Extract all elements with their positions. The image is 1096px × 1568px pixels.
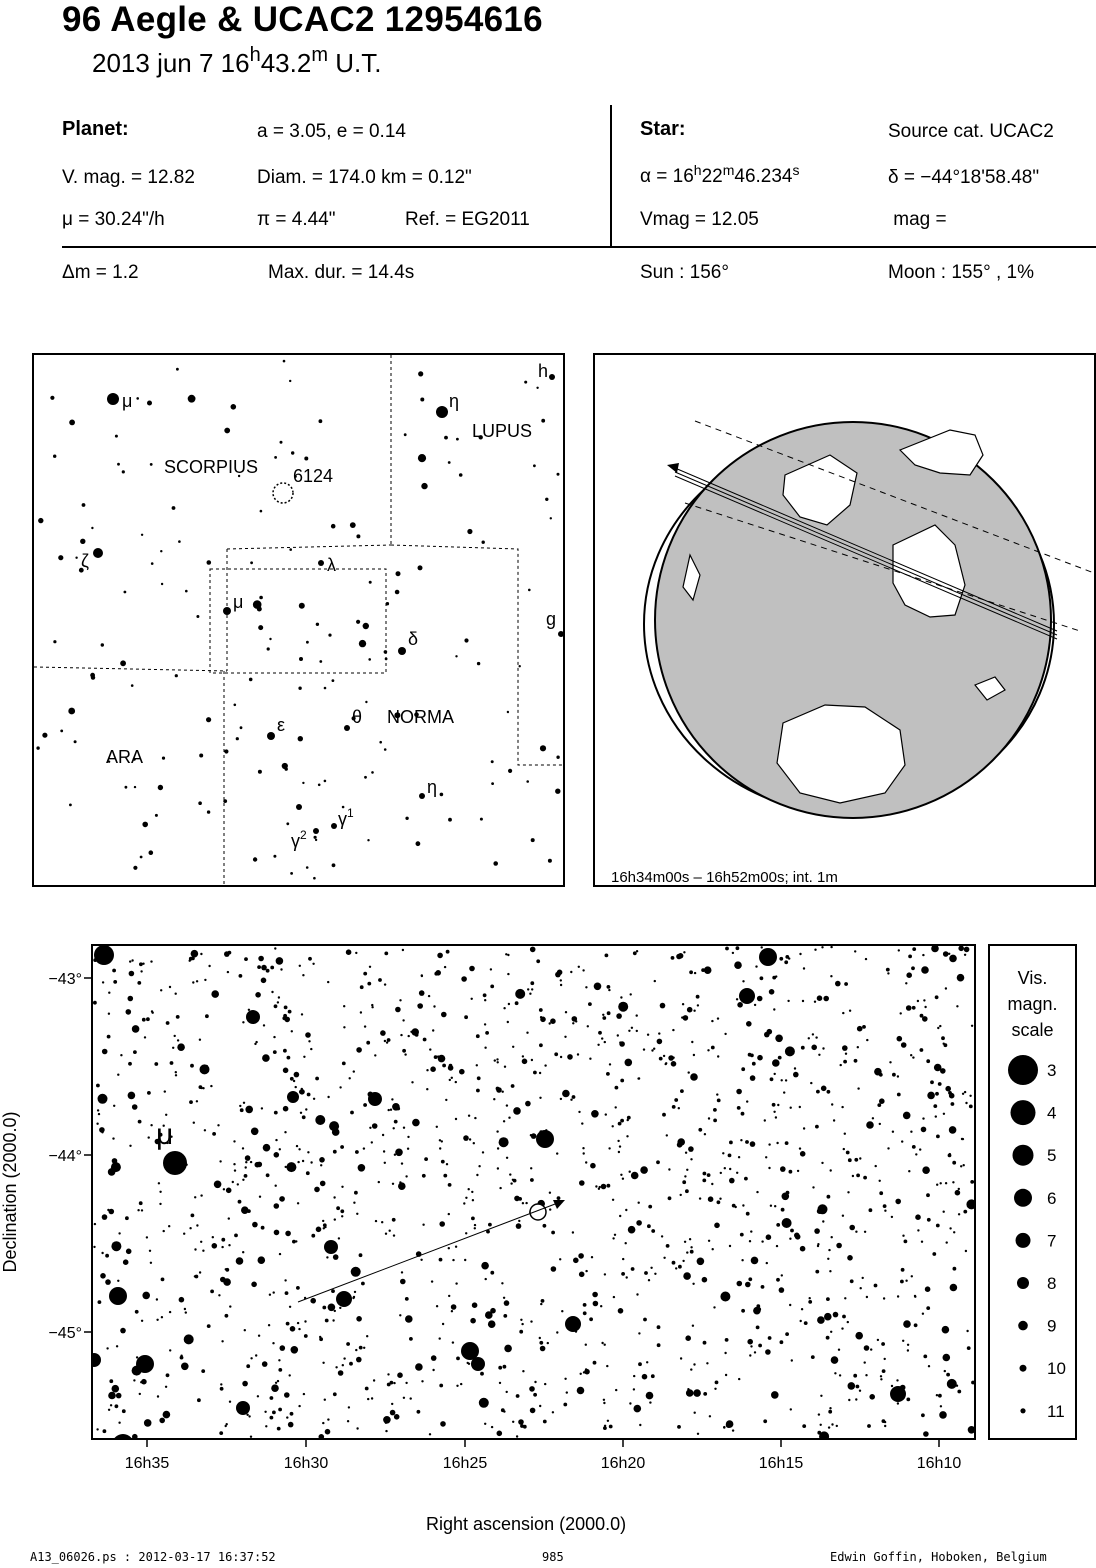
finder-star	[342, 806, 345, 809]
finder-star	[367, 839, 369, 841]
finder-star	[150, 463, 153, 466]
finder-star	[364, 776, 367, 779]
gamma1-sup: 1	[347, 806, 354, 820]
legend-dot-6	[1014, 1189, 1032, 1207]
finder-named-star	[398, 647, 406, 655]
finder-star	[379, 741, 382, 744]
finder-star	[507, 711, 509, 713]
finder-star	[464, 638, 468, 642]
label-h: h	[538, 361, 549, 381]
finder-star	[178, 540, 181, 543]
ra-s-sup: s	[792, 162, 800, 178]
finder-star	[386, 602, 389, 605]
finder-star	[491, 760, 494, 763]
finder-star	[371, 771, 374, 774]
finder-star	[269, 638, 271, 640]
event-date: 2013 jun 7 16	[92, 48, 250, 78]
finder-named-star	[299, 657, 303, 661]
header-divider	[610, 105, 612, 248]
finder-star	[125, 786, 128, 789]
xtick-2: 16h30	[283, 1455, 329, 1472]
finder-star	[384, 748, 387, 751]
y-axis-ticks	[84, 978, 91, 1332]
finder-star	[385, 658, 388, 661]
finder-star	[188, 395, 196, 403]
finder-star	[316, 623, 319, 626]
finder-star	[91, 527, 93, 529]
finder-star	[418, 565, 423, 570]
finder-star	[444, 436, 448, 440]
finder-chart	[32, 353, 565, 887]
legend-dot-5	[1013, 1145, 1034, 1166]
finder-star	[405, 817, 408, 820]
minute-sup: m	[311, 44, 328, 66]
finder-star	[223, 799, 227, 803]
finder-named-star	[419, 793, 425, 799]
finder-star	[101, 643, 104, 646]
footer-file: A13_06026.ps : 2012-03-17 16:37:52	[30, 1550, 276, 1564]
finder-star	[259, 596, 263, 600]
finder-named-star	[267, 732, 275, 740]
finder-star	[141, 534, 143, 536]
ra-prefix: α = 16	[640, 166, 694, 187]
finder-star	[550, 517, 552, 519]
finder-star	[283, 360, 286, 363]
finder-star	[286, 822, 289, 825]
finder-star	[315, 839, 317, 841]
finder-star	[58, 555, 63, 560]
finder-star	[69, 804, 72, 807]
finder-star	[456, 438, 459, 441]
finder-star	[258, 770, 262, 774]
finder-star	[493, 861, 498, 866]
finder-star	[416, 841, 421, 846]
max-duration: Max. dur. = 14.4s	[268, 262, 415, 283]
finder-named-star	[331, 823, 337, 829]
finder-star	[491, 782, 494, 785]
finder-star	[298, 736, 303, 741]
axes-svg	[0, 944, 1096, 1504]
finder-star	[158, 785, 163, 790]
finder-named-star	[558, 631, 563, 637]
ra-seconds: 46.234	[734, 166, 793, 187]
finder-named-star	[436, 406, 448, 418]
finder-star	[196, 615, 199, 618]
finder-star	[306, 866, 309, 869]
finder-star	[280, 441, 283, 444]
finder-star	[555, 789, 560, 794]
ngc6124-cluster-icon	[273, 483, 293, 503]
finder-star	[508, 769, 512, 773]
moon-distance: Moon : 155° , 1%	[888, 262, 1034, 283]
finder-star	[482, 541, 485, 544]
finder-star	[273, 855, 276, 858]
legend-dot-10	[1020, 1365, 1027, 1372]
finder-star	[556, 756, 559, 759]
ra-h-sup: h	[693, 162, 702, 178]
finder-star	[206, 717, 211, 722]
finder-star	[176, 368, 179, 371]
finder-star	[290, 872, 293, 875]
label-eta-lupus: η	[449, 391, 460, 411]
finder-star	[306, 641, 309, 644]
xtick-4: 16h20	[600, 1455, 646, 1472]
finder-star	[240, 726, 243, 729]
finder-star	[421, 483, 427, 489]
gamma1-letter: γ	[338, 809, 347, 829]
gamma2-sup: 2	[300, 828, 307, 842]
x-axis-caption: Right ascension (2000.0)	[426, 1514, 627, 1534]
finder-star	[363, 623, 369, 629]
finder-star	[140, 856, 143, 859]
finder-star	[289, 380, 291, 382]
label-ngc6124: 6124	[293, 466, 334, 486]
finder-star	[53, 455, 56, 458]
label-epsilon: ε	[277, 715, 286, 735]
finder-star	[477, 662, 480, 665]
finder-star	[224, 428, 230, 434]
planet-motion: μ = 30.24"/h	[62, 209, 165, 230]
star-dec: δ = −44°18'58.48"	[888, 167, 1040, 188]
finder-star	[356, 620, 360, 624]
finder-star	[69, 420, 75, 426]
planet-vmag: V. mag. = 12.82	[62, 167, 195, 188]
finder-star	[274, 456, 277, 459]
sun-distance: Sun : 156°	[640, 262, 729, 283]
label-norma: NORMA	[387, 707, 454, 727]
finder-star	[404, 433, 407, 436]
legend-mag-7: 7	[1047, 1231, 1057, 1251]
finder-star	[53, 640, 56, 643]
finder-star	[120, 660, 126, 666]
finder-star	[448, 461, 451, 464]
legend-mag-9: 9	[1047, 1316, 1057, 1336]
finder-star	[396, 571, 401, 576]
globe-svg	[595, 355, 1094, 885]
hour-sup: h	[249, 44, 261, 66]
magnitude-legend	[988, 944, 1077, 1440]
finder-star	[199, 754, 203, 758]
footer-author: Edwin Goffin, Hoboken, Belgium	[830, 1550, 1047, 1564]
finder-star	[319, 660, 322, 663]
finder-star	[136, 397, 139, 400]
delta-mag: Δm = 1.2	[62, 262, 139, 283]
finder-star	[207, 560, 212, 565]
finder-star	[260, 510, 263, 513]
label-eta-norma: η	[427, 777, 438, 797]
event-datetime	[92, 44, 382, 79]
finder-star	[541, 419, 545, 423]
finder-star	[75, 557, 77, 559]
label-ara: ARA	[106, 747, 144, 767]
finder-star	[142, 822, 148, 828]
finder-star	[185, 590, 188, 593]
star-heading: Star:	[640, 118, 686, 140]
finder-star	[528, 589, 531, 592]
ut-label: U.T.	[328, 48, 382, 78]
xtick-6: 16h10	[916, 1455, 962, 1472]
finder-star	[267, 647, 270, 650]
finder-star	[302, 782, 304, 784]
finder-named-star	[344, 725, 350, 731]
finder-star	[524, 381, 527, 384]
star-ra	[640, 162, 800, 188]
finder-star	[74, 740, 77, 743]
finder-star	[50, 396, 54, 400]
planet-reference: Ref. = EG2011	[405, 209, 530, 230]
finder-star	[117, 463, 120, 466]
label-mu-south: μ	[233, 592, 244, 612]
finder-star	[133, 866, 137, 870]
finder-star	[282, 763, 288, 769]
finder-star	[172, 506, 176, 510]
finder-star	[131, 684, 134, 687]
label-lupus: LUPUS	[472, 421, 533, 441]
finder-star	[545, 498, 548, 501]
star-vmag: Vmag = 12.05	[640, 209, 759, 230]
page-title: 96 Aegle & UCAC2 12954616	[62, 0, 543, 39]
legend-mag-10: 10	[1047, 1359, 1066, 1379]
gamma2-letter: γ	[291, 831, 300, 851]
star-source: Source cat. UCAC2	[888, 121, 1054, 142]
finder-chart-svg	[34, 355, 563, 885]
finder-star	[448, 818, 452, 822]
finder-star	[331, 524, 336, 529]
event-minutes: 43.2	[260, 48, 312, 78]
finder-star	[318, 784, 321, 787]
label-gamma1	[338, 806, 354, 829]
finder-star	[328, 634, 331, 637]
finder-named-star	[107, 393, 119, 405]
finder-star	[231, 404, 237, 410]
finder-star	[395, 590, 400, 595]
legend-mag-6: 6	[1047, 1188, 1057, 1208]
finder-star	[332, 679, 335, 682]
finder-star	[91, 675, 95, 679]
finder-star	[359, 640, 366, 647]
ytick-1: −43°	[48, 971, 82, 988]
xtick-5: 16h15	[758, 1455, 804, 1472]
finder-star	[420, 398, 424, 402]
finder-star	[540, 745, 546, 751]
finder-star	[291, 451, 294, 454]
finder-star	[38, 518, 43, 523]
label-theta: θ	[352, 707, 363, 727]
finder-star	[356, 534, 360, 538]
finder-star	[314, 836, 317, 839]
planet-parallax: π = 4.44"	[257, 209, 336, 230]
legend-mag-8: 8	[1047, 1274, 1057, 1293]
finder-star	[384, 650, 388, 654]
label-g: g	[546, 609, 557, 629]
finder-star	[531, 838, 535, 842]
finder-star	[332, 863, 336, 867]
label-scorpius: SCORPIUS	[164, 457, 259, 477]
label-mu-north: μ	[122, 391, 133, 411]
label-lambda: λ	[327, 555, 336, 575]
globe-caption: 16h34m00s – 16h52m00s; int. 1m	[611, 869, 838, 885]
finder-star	[175, 674, 178, 677]
finder-star	[480, 818, 483, 821]
finder-star	[155, 814, 158, 817]
legend-title-2: magn.	[1007, 994, 1058, 1014]
finder-star	[350, 522, 356, 528]
legend-dot-9	[1018, 1321, 1028, 1331]
finder-star	[319, 419, 323, 423]
planet-diameter: Diam. = 174.0 km = 0.12"	[257, 167, 472, 188]
finder-star	[526, 780, 529, 783]
finder-named-star	[549, 374, 555, 380]
finder-star	[298, 687, 301, 690]
ytick-3: −45°	[48, 1325, 82, 1342]
footer-page: 985	[542, 1550, 564, 1564]
finder-star	[162, 757, 165, 760]
finder-star	[234, 704, 237, 707]
y-axis-label: Declination (2000.0)	[0, 1111, 20, 1273]
finder-star	[236, 737, 239, 740]
finder-star	[82, 503, 86, 507]
finder-star	[257, 607, 262, 612]
globe-panel	[593, 353, 1096, 887]
finder-star	[42, 733, 47, 738]
legend-dot-8	[1017, 1277, 1029, 1289]
finder-star	[548, 859, 552, 863]
finder-named-star	[318, 560, 324, 566]
finder-star	[253, 857, 257, 861]
finder-star	[115, 435, 118, 438]
finder-star	[249, 678, 253, 682]
finder-star	[455, 655, 457, 657]
finder-star	[124, 591, 127, 594]
legend-mag-11: 11	[1047, 1401, 1065, 1421]
finder-star	[459, 473, 463, 477]
legend-dot-3	[1008, 1055, 1038, 1085]
legend-dot-11	[1020, 1408, 1025, 1413]
finder-star	[467, 529, 472, 534]
finder-star	[151, 562, 154, 565]
finder-star	[258, 625, 263, 630]
label-zeta: ζ	[81, 551, 89, 571]
legend-dot-4	[1011, 1100, 1036, 1125]
finder-star	[60, 730, 63, 733]
legend-title-3: scale	[1011, 1020, 1054, 1040]
header-rule	[62, 246, 1096, 248]
finder-star	[161, 583, 163, 585]
finder-star	[149, 850, 154, 855]
label-delta: δ	[408, 629, 419, 649]
finder-star	[36, 746, 39, 749]
finder-named-star	[223, 607, 231, 615]
legend-title-1: Vis.	[1017, 968, 1048, 988]
finder-star	[207, 810, 210, 813]
legend-mag-4: 4	[1047, 1103, 1057, 1123]
planet-orbit: a = 3.05, e = 0.14	[257, 121, 406, 142]
finder-star	[536, 387, 538, 389]
finder-star	[304, 457, 308, 461]
xtick-1: 16h35	[124, 1455, 170, 1472]
legend-svg	[990, 946, 1075, 1438]
finder-star	[198, 801, 202, 805]
finder-named-star	[296, 804, 302, 810]
finder-star	[533, 464, 536, 467]
ra-m-sup: m	[722, 162, 735, 178]
finder-star	[368, 658, 371, 661]
finder-star	[68, 708, 75, 715]
finder-star	[324, 780, 327, 783]
finder-star	[313, 877, 316, 880]
finder-star	[289, 548, 292, 551]
xtick-3: 16h25	[442, 1455, 488, 1472]
finder-star	[418, 454, 426, 462]
star-mag: mag =	[888, 209, 952, 230]
finder-star	[365, 701, 367, 703]
direction-arrow-icon	[667, 463, 679, 473]
finder-star	[147, 401, 152, 406]
finder-star	[519, 665, 521, 667]
finder-star	[122, 470, 125, 473]
legend-dot-7	[1016, 1233, 1031, 1248]
ra-minutes: 22	[701, 166, 723, 187]
legend-mag-3: 3	[1047, 1061, 1057, 1080]
finder-star	[250, 561, 253, 564]
finder-star	[324, 687, 327, 690]
finder-star	[80, 539, 85, 544]
chart-mu-label: μ	[156, 1118, 174, 1151]
finder-star	[134, 786, 136, 788]
finder-star	[160, 550, 162, 552]
finder-named-star	[93, 548, 103, 558]
finder-named-star	[313, 828, 319, 834]
x-axis-ticks	[147, 1440, 939, 1447]
finder-star	[418, 371, 423, 376]
legend-mag-5: 5	[1047, 1146, 1057, 1166]
planet-heading: Planet:	[62, 118, 129, 140]
finder-star	[557, 473, 560, 476]
ytick-2: −44°	[48, 1148, 82, 1165]
finder-star	[224, 749, 228, 753]
label-gamma2	[291, 828, 307, 851]
finder-star	[369, 581, 372, 584]
finder-star	[299, 603, 305, 609]
finder-star	[440, 793, 444, 797]
